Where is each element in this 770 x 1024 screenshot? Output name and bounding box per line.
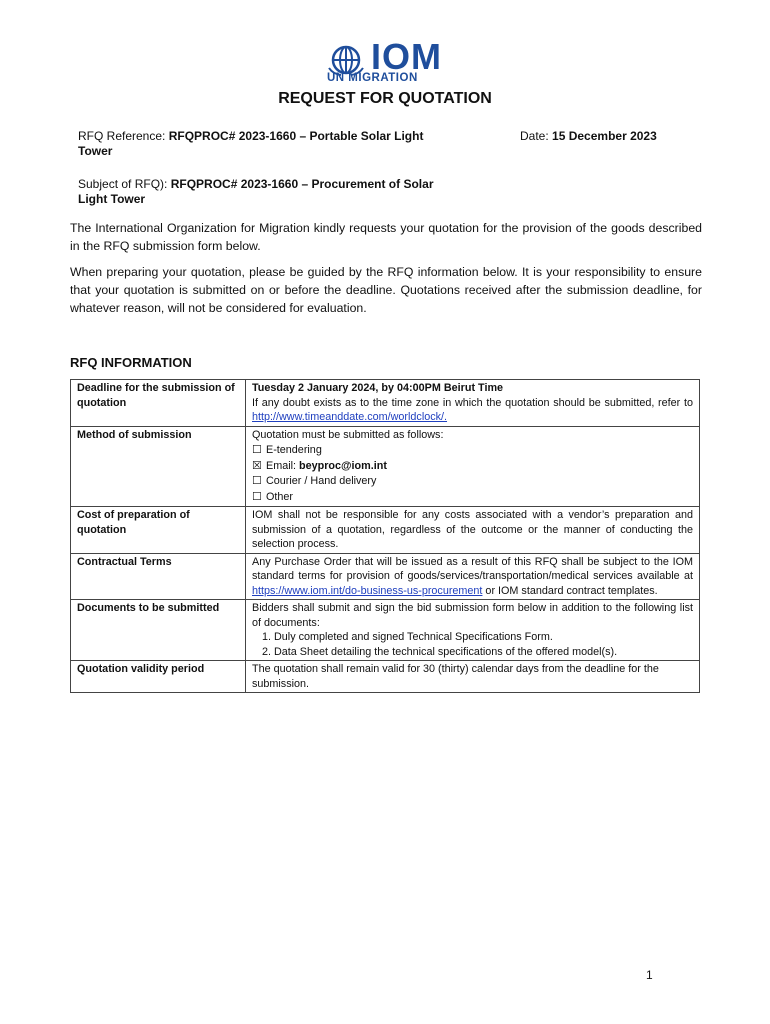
documents-label: Documents to be submitted: [71, 600, 246, 661]
page-number: 1: [646, 968, 653, 982]
deadline-value: [246, 380, 700, 427]
table-row: [71, 380, 700, 427]
rfq-reference-label: RFQ Reference:: [78, 129, 166, 143]
checkbox-other[interactable]: ☐: [252, 490, 262, 503]
logo-wordmark: IOM: [371, 36, 442, 77]
list-item: 1. Duly completed and signed Technical Specifications Form.: [274, 630, 693, 645]
cost-label: Cost of preparation of quotation: [71, 507, 246, 554]
checkbox-email[interactable]: ☒: [252, 459, 262, 472]
checkbox-courier[interactable]: ☐: [252, 475, 262, 487]
logo-subtitle: UN MIGRATION: [327, 72, 418, 84]
table-row: [71, 553, 700, 600]
method-label: Method of submission: [71, 426, 246, 507]
option-email: Email:: [266, 459, 299, 472]
date-label: Date:: [520, 129, 549, 143]
rfq-reference-value-line1: RFQPROC# 2023-1660 – Portable Solar Light: [168, 129, 424, 143]
rfq-reference-value-line2: Tower: [78, 144, 113, 158]
validity-label: Quotation validity period: [71, 661, 246, 693]
date-value: 15 December 2023: [552, 129, 657, 143]
documents-list: [252, 630, 693, 659]
deadline-label: Deadline for the submission of quotation: [71, 380, 246, 427]
email-address: beyproc@iom.int: [299, 459, 387, 472]
subject-label: Subject of RFQ):: [78, 177, 168, 191]
intro-paragraph-2: When preparing your quotation, please be guided by the RFQ information below. It is your responsibility to ensure that your quotation is submitted on or before the deadline. Quotations received after the submission deadline, for whatever reason, will not be considered for evaluation.: [70, 265, 702, 315]
documents-value: [246, 600, 700, 661]
rfq-subject: [78, 177, 468, 207]
option-etendering: E-tendering: [266, 444, 322, 456]
terms-value: [246, 553, 700, 600]
section-heading: RFQ INFORMATION: [70, 355, 192, 370]
validity-value: The quotation shall remain valid for 30 (thirty) calendar days from the deadline for the submission.: [246, 661, 700, 693]
rfq-info-table: [70, 379, 700, 693]
checkbox-etendering[interactable]: ☐: [252, 444, 262, 456]
option-other: Other: [266, 490, 294, 503]
cost-value: IOM shall not be responsible for any costs associated with a vendor’s preparation and submission of a quotation, regardless of the outcome or the manner of conducting the selection process.: [246, 507, 700, 554]
iom-logo: [327, 36, 445, 86]
terms-text-after: or IOM standard contract templates.: [482, 584, 658, 597]
subject-value-line1: RFQPROC# 2023-1660 – Procurement of Solar: [170, 177, 434, 191]
terms-label: Contractual Terms: [71, 553, 246, 600]
rfq-date: [520, 129, 657, 144]
table-row: [71, 426, 700, 507]
terms-text-before: Any Purchase Order that will be issued as a result of this RFQ shall be subject to the IOM standard terms for provision of goods/services/transportation/medical services available at: [252, 555, 693, 582]
intro-paragraph-1: The International Organization for Migration kindly requests your quotation for the provision of the goods described in the RFQ submission form below.: [70, 221, 702, 253]
table-row: [71, 507, 700, 554]
deadline-datetime: Tuesday 2 January 2024, by 04:00PM Beirut Time: [252, 382, 504, 394]
table-row: [71, 600, 700, 661]
table-row: [71, 661, 700, 693]
deadline-timezone-note: If any doubt exists as to the time zone in which the quotation should be submitted, refer to: [252, 396, 693, 409]
timeanddate-link[interactable]: http://www.timeanddate.com/worldclock/.: [252, 411, 448, 423]
documents-intro: Bidders shall submit and sign the bid submission form below in addition to the following list of documents:: [252, 602, 693, 629]
subject-value-line2: Light Tower: [78, 192, 146, 206]
method-intro: Quotation must be submitted as follows:: [252, 428, 444, 441]
page-title: REQUEST FOR QUOTATION: [278, 90, 492, 107]
rfq-reference: [78, 129, 468, 159]
option-courier: Courier / Hand delivery: [266, 475, 377, 487]
method-value: [246, 426, 700, 507]
list-item: 2. Data Sheet detailing the technical specifications of the offered model(s).: [274, 645, 693, 660]
procurement-link[interactable]: https://www.iom.int/do-business-us-procurement: [252, 584, 483, 597]
